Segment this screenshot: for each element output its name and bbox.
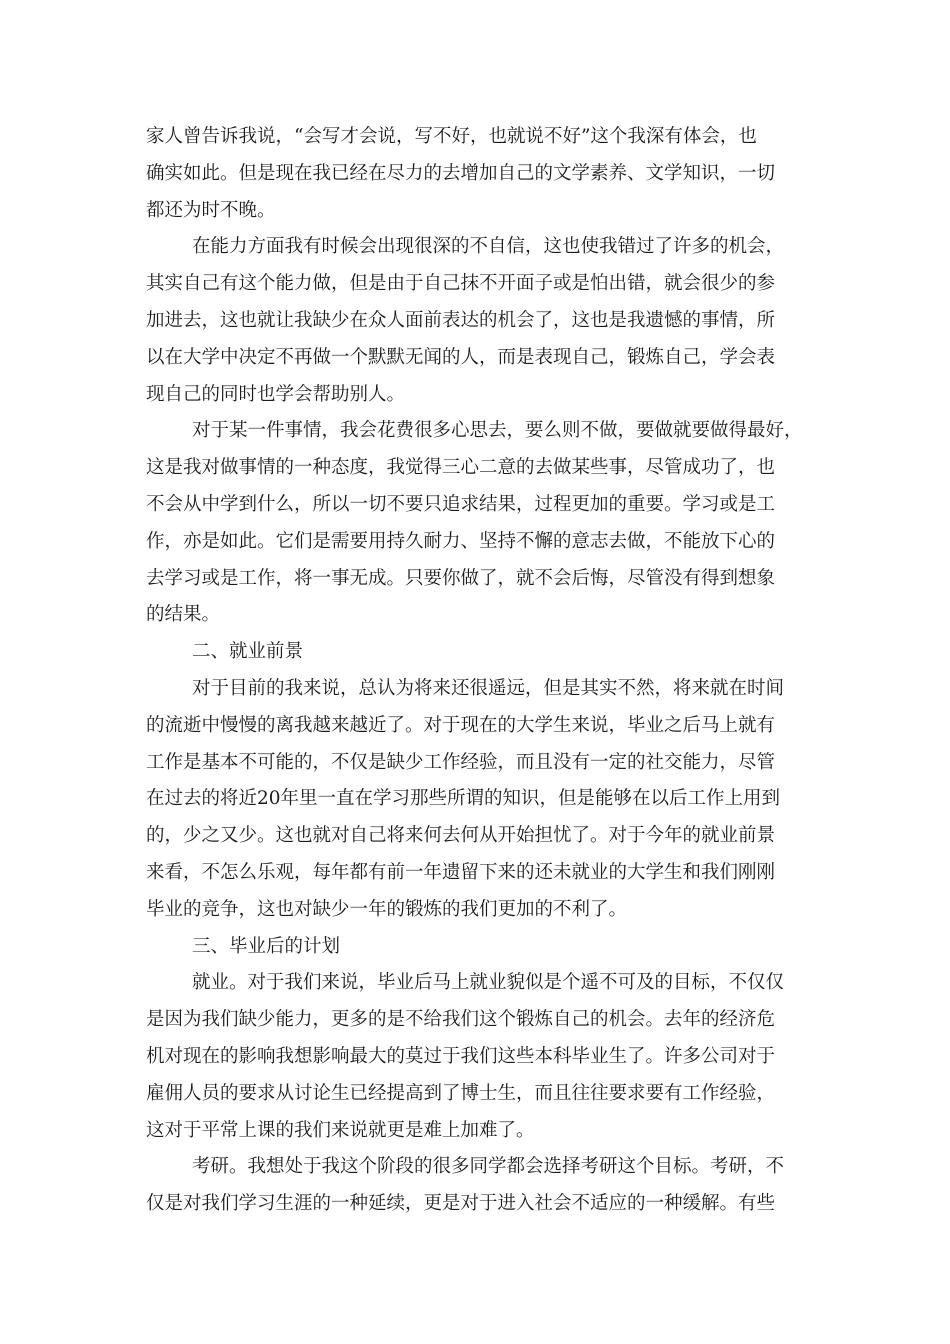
text-line: 现自己的同时也学会帮助别人。: [146, 384, 406, 405]
text-line: 去学习或是工作，将一事无成。只要你做了，就不会后悔，尽管没有得到想象: [146, 568, 776, 589]
text-line: 加进去，这也就让我缺少在众人面前表达的机会了，这也是我遗憾的事情，所: [146, 310, 776, 331]
text-line: 都还为时不晚。: [146, 200, 276, 221]
text-line: 的，少之又少。这也就对自己将来何去何从开始担忧了。对于今年的就业前景: [146, 825, 776, 846]
text-line: 作，亦是如此。它们是需要用持久耐力、坚持不懈的意志去做，不能放下心的: [146, 531, 776, 552]
section-heading: 二、就业前景: [192, 641, 304, 662]
text-line: 确实如此。但是现在我已经在尽力的去增加自己的文学素养、文学知识，一切: [146, 163, 776, 184]
text-line: 这对于平常上课的我们来说就更是难上加难了。: [146, 1120, 535, 1141]
text-line: 来看，不怎么乐观，每年都有前一年遗留下来的还未就业的大学生和我们刚刚: [146, 862, 776, 883]
text-line: 机对现在的影响我想影响最大的莫过于我们这些本科毕业生了。许多公司对于: [146, 1046, 776, 1067]
text-line: 的结果。: [146, 604, 221, 625]
text-line: 在过去的将近20年里一直在学习那些所谓的知识，但是能够在以后工作上用到: [146, 788, 781, 809]
text-line: 对于目前的我来说，总认为将来还很遥远，但是其实不然，将来就在时间: [192, 678, 785, 699]
text-line: 工作是基本不可能的，不仅是缺少工作经验，而且没有一定的社交能力，尽管: [146, 752, 776, 773]
text-line: 不会从中学到什么，所以一切不要只追求结果，过程更加的重要。学习或是工: [146, 494, 776, 515]
section-heading: 三、毕业后的计划: [192, 936, 341, 957]
text-line: 对于某一件事情，我会花费很多心思去，要么则不做，要做就要做得最好，: [192, 420, 803, 441]
text-line: 家人曾告诉我说，“会写才会说，写不好，也就说不好”这个我深有体会，也: [146, 126, 757, 147]
text-line: 雇佣人员的要求从讨论生已经提高到了博士生，而且往往要求要有工作经验，: [146, 1083, 776, 1104]
text-line: 就业。对于我们来说，毕业后马上就业貌似是个遥不可及的目标，不仅仅: [192, 972, 785, 993]
text-line: 毕业的竞争，这也对缺少一年的锻炼的我们更加的不利了。: [146, 899, 628, 920]
text-line: 在能力方面我有时候会出现很深的不自信，这也使我错过了许多的机会，: [192, 236, 785, 257]
text-line: 的流逝中慢慢的离我越来越近了。对于现在的大学生来说，毕业之后马上就有: [146, 715, 776, 736]
text-line: 是因为我们缺少能力，更多的是不给我们这个锻炼自己的机会。去年的经济危: [146, 1009, 776, 1030]
text-line: 其实自己有这个能力做，但是由于自己抹不开面子或是怕出错，就会很少的参: [146, 273, 776, 294]
text-line: 这是我对做事情的一种态度，我觉得三心二意的去做某些事，尽管成功了，也: [146, 457, 776, 478]
text-line: 仅是对我们学习生涯的一种延续，更是对于进入社会不适应的一种缓解。有些: [146, 1193, 776, 1214]
text-line: 以在大学中决定不再做一个默默无闻的人，而是表现自己，锻炼自己，学会表: [146, 347, 776, 368]
text-line: 考研。我想处于我这个阶段的很多同学都会选择考研这个目标。考研，不: [192, 1156, 785, 1177]
